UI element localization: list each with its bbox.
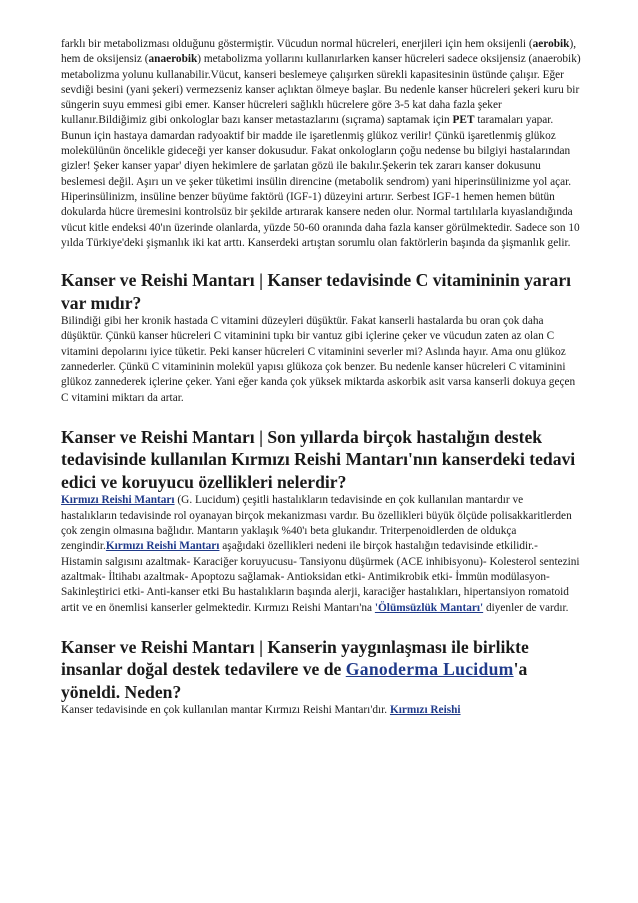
document-page [61, 37, 581, 719]
paragraph-natural-therapies [61, 703, 581, 718]
text-segment: aşağıdaki özellikleri nedeni ile birçok hastalığın tedavisinde etkilidir.- Histamin salgısını azaltmak- Karaciğer koruyucusu- Tansiyonu düşürmek (ACE inhibisyonu)- Kolesterol sentezini azaltmak- İltihabı azaltmak- Apoptozu sağlamak- Antioksidan etki- Antimikrobik etki- İmmün modülasyon- Sakinleştirici etki- Anti-kanser etki Bu hastalıkların başında alerji, karaciğer hastalıkları, hipertansiyon romatoid artit ve en önemlisi kanserler gelmektedir. Kırmızı Reishi Mantarı'na [61, 540, 580, 614]
term-anaerobik: anaerobik [148, 53, 198, 66]
text-segment: Kanser tedavisinde en çok kullanılan mantar Kırmızı Reishi Mantarı'dır. [61, 704, 390, 717]
text-segment: taramaları yapar. Bunun için hastaya damardan radyoaktif bir madde ile işaretlenmiş glükoz verilir! Çünkü işaretlenmiş glükoz molekülünün öncelikle gideceği yer kanser dokusudur. Fakat onkologların çoğu nedense bu bilgiyi hastalarından gizler! Şeker kanser yapar' diyen hekimlere de şarlatan gözü ile bakılır.Şekerin tek zararı kanser dokusunu beslemesi değil. Aşırı un ve şeker tüketimi insülin direncine (metabolik sendrom) yani hiperinsülinizme yol açar. Hiperinsülinizm, insüline benzer büyüme faktörü (IGF-1) düzeyini artırır. Serbest IGF-1 hemen hemen bütün dokularda hücre üremesini kontrolsüz bir şekilde artırarak kansere neden olur. Normal tartılılarla kıyaslandığında vücut kitle endeksi 40'ın üzerinde olanlarda, yüzde 50-60 oranında daha fazla kanser görülmektedir. Sadece son 10 yılda Türkiye'deki şişmanlık iki kat arttı. Kanserdeki artıştan sorumlu olan faktörlerin başında da şişmanlık gelir. [61, 114, 580, 249]
heading-reishi-properties: Kanser ve Reishi Mantarı | Son yıllarda birçok hastalığın destek tedavisinde kullanılan Kırmızı Reishi Mantarı'nın kanserdeki tedavi edici ve koruyucu özellikleri nelerdir? [61, 426, 576, 492]
text-segment: (G. Lucidum) çeşitli hastalıkların tedavisinde en çok kullanılan mantardır ve hastalıkların tedavisinde rol oyanayan birçok mekanizması vardır. Bu özellikleri büyük ölçüde polisakkaritlerden çok zengin olmasına bağlıdır. Mantarın yaklaşık %40'ı beta glukandır. Triterpenoidlerden de oldukça zengindir. [61, 494, 572, 553]
text-segment: diyenler de vardır. [483, 601, 569, 614]
heading-text: 'a yöneldi. Neden? [61, 659, 528, 702]
paragraph-metabolism [61, 37, 581, 251]
term-pet: PET [452, 114, 475, 127]
link-kirmizi-reishi-mantari-2[interactable]: Kırmızı Reishi Mantarı [105, 540, 220, 553]
text-segment: ), hem de oksijensiz ( [61, 38, 577, 66]
paragraph-reishi-properties [61, 493, 581, 615]
paragraph-vitamin-c: Bilindiği gibi her kronik hastada C vitamini düzeyleri düşüktür. Fakat kanserli hastalarda bu oran çok daha düşüktür. Çünkü kanser hücreleri C vitaminini tıpkı bir vantuz gibi içlerine çeker ve vücudun zaten az olan C vitamini depolarını iyice tüketir. Peki kanser hücreleri C vitaminini severler mi? Aslında hayır. Ama onu glükoz zannederler. Çünkü C vitamininin molekül yapısı glükoza çok benzer. Bu nedenle kanser hücreleri C vitaminini glükoz zannederek içlerine çeker. Yani eğer kanda çok yüksek miktarda askorbik asit varsa kanserli dokuya geçen C vitamini miktarı da artar. [61, 315, 576, 404]
link-kirmizi-reishi-mantari[interactable]: Kırmızı Reishi Mantarı [61, 494, 175, 507]
link-ganoderma-lucidum[interactable]: Ganoderma Lucidum [345, 659, 514, 680]
text-segment: farklı bir metabolizması olduğunu göstermiştir. Vücudun normal hücreleri, enerjileri için hem oksijenli ( [61, 38, 533, 50]
heading-natural-therapies [61, 636, 581, 704]
heading-text: Kanser ve Reishi Mantarı | Kanserin yaygınlaşması ile birlikte insanlar doğal destek tedavilere ve de [61, 636, 529, 680]
heading-vitamin-c: Kanser ve Reishi Mantarı | Kanser tedavisinde C vitamininin yararı var mıdır? [61, 270, 572, 313]
term-aerobik: aerobik [532, 38, 570, 50]
text-segment: ) metabolizma yollarını kullanırlarken kanser hücreleri sadece oksijensiz (anaerobik) metabolizma yolunu kullanabilir.Vücut, kanseri beslemeye çalışırken sürekli kapasitesinin üstünde çalışır. Eğer sevdiği besini (yani şekeri) vermezseniz kanser açlıktan ölmeye başlar. Bu nedenle kanser hücreleri şekeri kuru bir süngerin suyu emmesi gibi emer. Kanser hücreleri sağlıklı hücrelere göre 3-5 kat daha fazla şeker kullanır.Bildiğimiz gibi onkologlar bazı kanser metastazlarını (sıçrama) saptamak için [61, 53, 581, 127]
link-olumsuzluk-mantari[interactable]: 'Ölümsüzlük Mantarı' [374, 601, 484, 614]
link-kirmizi-reishi[interactable]: Kırmızı Reishi [389, 704, 461, 717]
